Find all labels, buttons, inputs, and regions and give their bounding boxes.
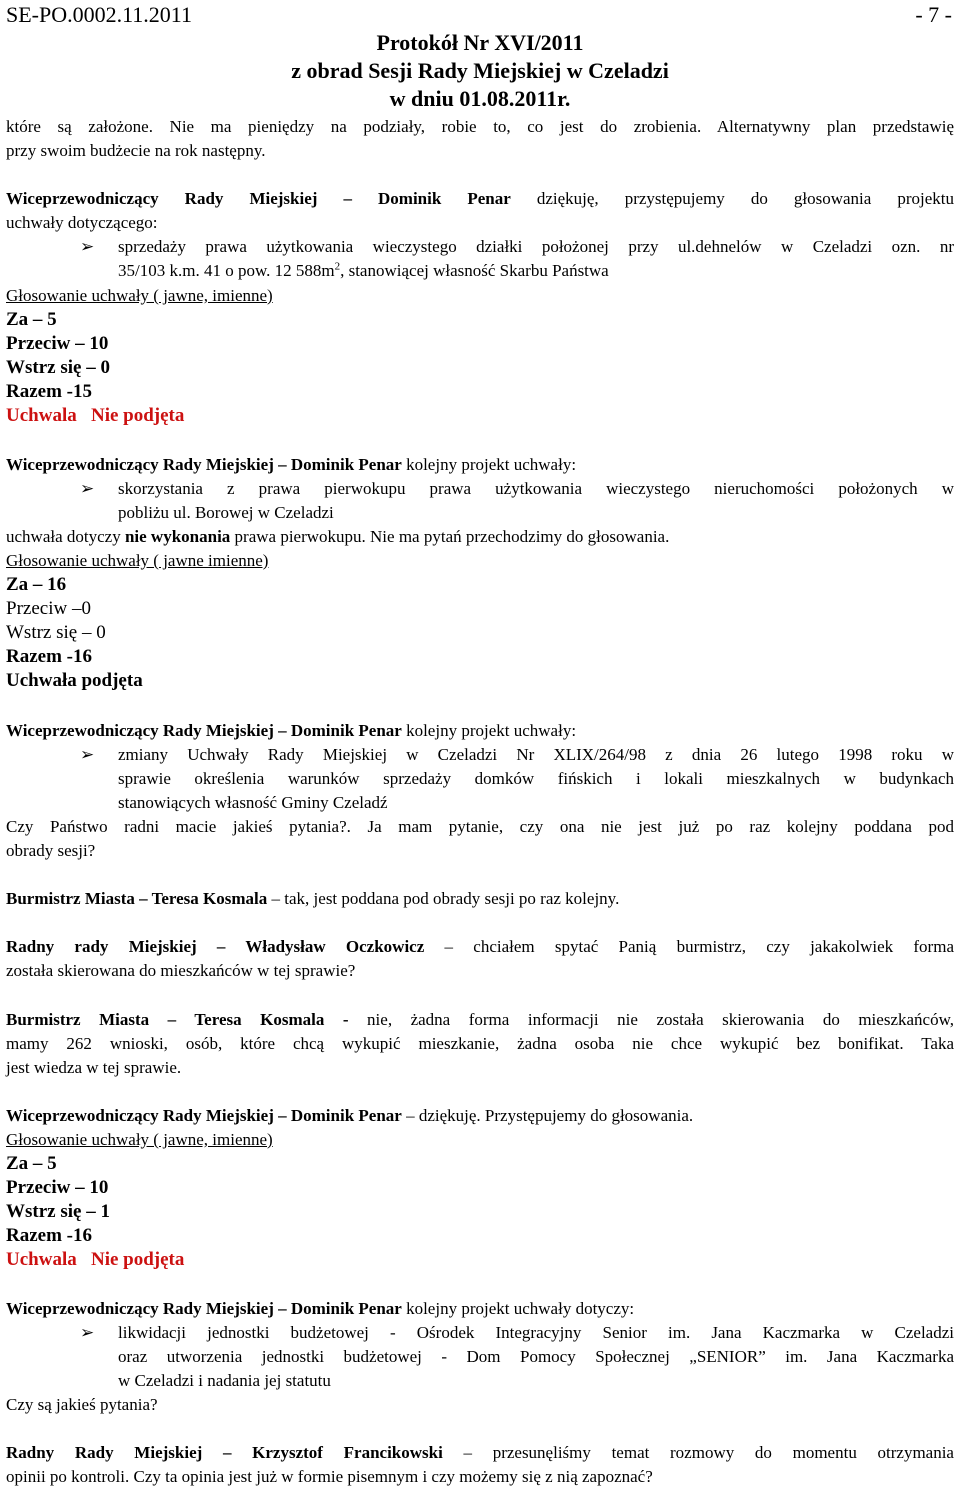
list-item-line: likwidacji jednostki budżetowej - Ośrodek Integracyjny Senior im. Jana Kaczmarka w Czeladzi: [118, 1323, 954, 1342]
vote-for: Za – 5: [6, 309, 57, 330]
vote-result: Uchwala Nie podjęta: [6, 405, 185, 426]
list-item-line: oraz utworzenia jednostki budżetowej - Dom Pomocy Społecznej „SENIOR” im. Jana Kaczmarka: [118, 1347, 954, 1366]
vote-heading: Głosowanie uchwały ( jawne, imienne): [6, 1130, 273, 1149]
paragraph-line: przy swoim budżecie na rok następny.: [6, 141, 266, 160]
paragraph-line: które są założone. Nie ma pieniędzy na podziały, robie to, co jest do zrobienia. Alternatywny plan przedstawię: [6, 117, 954, 136]
speaker-line: [6, 1443, 954, 1463]
list-item-text: , stanowiącej własność Skarbu Państwa: [340, 261, 609, 280]
speaker-line: [6, 1299, 634, 1319]
vote-result: Uchwała podjęta: [6, 670, 143, 691]
speaker-name: Wiceprzewodniczący Rady Miejskiej – Dominik Penar: [6, 721, 402, 740]
text: uchwała dotyczy: [6, 527, 125, 546]
speaker-line: [6, 721, 576, 741]
speaker-name: Burmistrz Miasta – Teresa Kosmala: [6, 889, 268, 908]
paragraph-line: uchwały dotyczącego:: [6, 213, 158, 232]
speaker-name: Wiceprzewodniczący Rady Miejskiej – Dominik Penar: [6, 1299, 402, 1318]
vote-total: Razem -16: [6, 646, 92, 667]
speaker-name: Radny Rady Miejskiej – Krzysztof Francikowski: [6, 1443, 443, 1462]
list-item-line: sprawie określenia warunków sprzedaży domków fińskich i lokali mieszkalnych w budynkach: [118, 769, 954, 788]
page-number: - 7 -: [915, 2, 952, 27]
speech-text: – tak, jest poddana pod obrady sesji po raz kolejny.: [267, 889, 620, 908]
list-item-line: w Czeladzi i nadania jej statutu: [118, 1371, 331, 1390]
vote-against: Przeciw – 10: [6, 333, 109, 354]
vote-for: Za – 5: [6, 1153, 57, 1174]
speech-text: – dziękuję. Przystępujemy do głosowania.: [401, 1106, 694, 1125]
speaker-name: Radny rady Miejskiej – Władysław Oczkowicz: [6, 937, 425, 956]
speech-text: nie, żadna forma informacji nie została skierowania do mieszkańców,: [348, 1010, 955, 1029]
vote-abstain: Wstrz się – 0: [6, 622, 106, 643]
paragraph-line: jest wiedza w tej sprawie.: [6, 1058, 182, 1077]
text: prawa pierwokupu. Nie ma pytań przechodzimy do głosowania.: [230, 527, 670, 546]
bullet-arrow-icon: ➢: [80, 1323, 95, 1342]
speech-text: dziękuję, przystępujemy do głosowania projektu: [510, 189, 955, 208]
bullet-arrow-icon: ➢: [80, 237, 95, 256]
speaker-name: Wiceprzewodniczący Rady Miejskiej – Dominik Penar: [6, 189, 511, 208]
paragraph-line: obrady sesji?: [6, 841, 96, 860]
paragraph-line: mamy 262 wnioski, osób, które chcą wykupić mieszkanie, żadna osoba nie chce wykupić bez bonifikat. Taka: [6, 1034, 954, 1053]
vote-result: Uchwala Nie podjęta: [6, 1249, 185, 1270]
speech-text: kolejny projekt uchwały:: [401, 721, 577, 740]
speech-text: kolejny projekt uchwały dotyczy:: [401, 1299, 635, 1318]
vote-against: Przeciw –0: [6, 598, 91, 619]
speaker-line: [6, 1106, 693, 1126]
bullet-arrow-icon: ➢: [80, 745, 95, 764]
list-item-line: sprzedaży prawa użytkowania wieczystego działki położonej przy ul.dehnelów w Czeladzi ozn. nr: [118, 237, 954, 256]
vote-total: Razem -16: [6, 1225, 92, 1246]
paragraph-line: Czy Państwo radni macie jakieś pytania?. Ja mam pytanie, czy ona nie jest już po raz kolejny poddana pod: [6, 817, 954, 836]
speech-text: – przesunęliśmy temat rozmowy do momentu otrzymania: [442, 1443, 954, 1462]
speaker-line: [6, 189, 954, 209]
list-item-line: zmiany Uchwały Rady Miejskiej w Czeladzi Nr XLIX/264/98 z dnia 26 lutego 1998 roku w: [118, 745, 954, 764]
document-code: SE-PO.0002.11.2011: [6, 2, 192, 27]
speaker-name: Burmistrz Miasta – Teresa Kosmala -: [6, 1010, 349, 1029]
speaker-line: [6, 1010, 954, 1030]
speech-text: kolejny projekt uchwały:: [401, 455, 577, 474]
vote-for: Za – 16: [6, 574, 67, 595]
list-item-line: pobliżu ul. Borowej w Czeladzi: [118, 503, 334, 522]
vote-abstain: Wstrz się – 1: [6, 1201, 110, 1222]
speaker-line: [6, 937, 954, 957]
vote-heading: Głosowanie uchwały ( jawne, imienne): [6, 286, 273, 305]
list-item-text: 35/103 k.m. 41 o pow. 12 588m: [118, 261, 335, 280]
speaker-line: [6, 455, 576, 475]
protocol-title: Protokół Nr XVI/2011: [376, 30, 584, 55]
bold-text: nie wykonania: [124, 527, 231, 546]
speaker-line: [6, 889, 619, 909]
superscript: 2: [334, 260, 341, 273]
speech-text: – chciałem spytać Panią burmistrz, czy jakakolwiek forma: [424, 937, 954, 956]
vote-heading: Głosowanie uchwały ( jawne imienne): [6, 551, 269, 570]
paragraph-line: została skierowana do mieszkańców w tej sprawie?: [6, 961, 356, 980]
vote-against: Przeciw – 10: [6, 1177, 109, 1198]
session-date: w dniu 01.08.2011r.: [389, 86, 571, 111]
paragraph-line: opinii po kontroli. Czy ta opinia jest już w formie pisemnym i czy możemy się z nią zapoznać?: [6, 1467, 653, 1486]
speaker-name: Wiceprzewodniczący Rady Miejskiej – Dominik Penar: [6, 1106, 402, 1125]
vote-abstain: Wstrz się – 0: [6, 357, 110, 378]
paragraph-line: [6, 527, 669, 547]
vote-total: Razem -15: [6, 381, 92, 402]
list-item-line: [118, 261, 609, 281]
session-title: z obrad Sesji Rady Miejskiej w Czeladzi: [291, 58, 669, 83]
speaker-name: Wiceprzewodniczący Rady Miejskiej – Dominik Penar: [6, 455, 402, 474]
list-item-line: skorzystania z prawa pierwokupu prawa użytkowania wieczystego nieruchomości położonych w: [118, 479, 954, 498]
list-item-line: stanowiących własność Gminy Czeladź: [118, 793, 388, 812]
bullet-arrow-icon: ➢: [80, 479, 95, 498]
paragraph-line: Czy są jakieś pytania?: [6, 1395, 158, 1414]
